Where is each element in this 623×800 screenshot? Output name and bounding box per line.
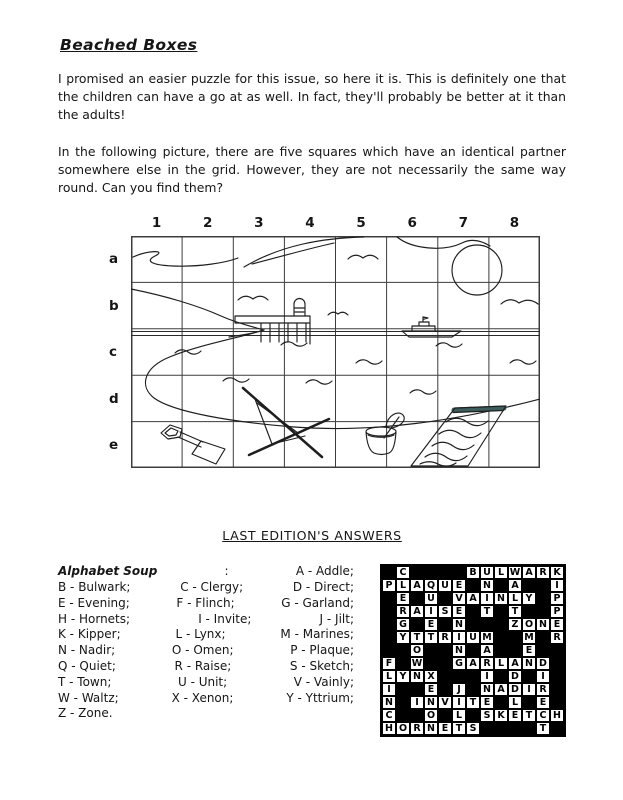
crossword-letter-cell: I <box>382 683 396 696</box>
crossword-black-cell <box>522 722 536 735</box>
answer-entry: T - Town; <box>58 674 112 689</box>
deck-chair-icon <box>243 388 329 457</box>
row-label: c <box>109 344 118 361</box>
crossword-letter-cell: I <box>410 696 424 709</box>
crossword-black-cell <box>396 696 410 709</box>
answer-entry: M - Marines; <box>280 627 354 642</box>
crossword-letter-cell: L <box>396 579 410 592</box>
crossword-black-cell <box>550 683 564 696</box>
crossword-black-cell <box>494 631 508 644</box>
crossword-letter-cell: C <box>396 566 410 579</box>
crossword-letter-cell: D <box>508 683 522 696</box>
column-label: 7 <box>458 215 469 232</box>
crossword-letter-cell: O <box>396 722 410 735</box>
column-label: 2 <box>202 215 213 232</box>
answer-entry: Q - Quiet; <box>58 659 116 673</box>
crossword-letter-cell: P <box>550 592 564 605</box>
crossword-black-cell <box>396 709 410 722</box>
crossword-black-cell <box>550 722 564 735</box>
crossword-black-cell <box>382 644 396 657</box>
beach-puzzle-grid <box>105 215 566 468</box>
crossword-letter-cell: R <box>410 722 424 735</box>
crossword-letter-cell: R <box>396 605 410 618</box>
crossword-letter-cell: L <box>452 709 466 722</box>
crossword-letter-cell: P <box>382 579 396 592</box>
crossword-letter-cell: E <box>522 644 536 657</box>
crossword-letter-cell: T <box>536 722 550 735</box>
column-label: 1 <box>151 215 162 232</box>
crossword-black-cell <box>494 605 508 618</box>
crossword-black-cell <box>438 618 452 631</box>
answers-list-title: Alphabet Soup <box>58 564 158 579</box>
crossword-black-cell <box>550 670 564 683</box>
answer-entry: A - Addle; <box>295 564 354 579</box>
bird-icon <box>501 300 538 304</box>
answer-line <box>58 643 354 659</box>
crossword-letter-cell: N <box>452 644 466 657</box>
crossword-black-cell <box>452 566 466 579</box>
row-label: d <box>109 390 119 407</box>
crossword-letter-cell: N <box>536 618 550 631</box>
crossword-black-cell <box>536 592 550 605</box>
crossword-black-cell <box>536 644 550 657</box>
crossword-letter-cell: Y <box>396 631 410 644</box>
crossword-letter-cell: I <box>480 592 494 605</box>
crossword-letter-cell: A <box>480 644 494 657</box>
crossword-letter-cell: I <box>452 631 466 644</box>
grid-row-labels <box>105 236 131 468</box>
cloud-icon <box>397 237 490 248</box>
crossword-letter-cell: X <box>424 670 438 683</box>
crossword-letter-cell: R <box>480 657 494 670</box>
crossword-letter-cell: T <box>452 722 466 735</box>
crossword-black-cell <box>466 670 480 683</box>
crossword-letter-cell: H <box>382 722 396 735</box>
crossword-letter-cell: A <box>410 579 424 592</box>
crossword-letter-cell: Q <box>424 579 438 592</box>
crossword-letter-cell: I <box>522 683 536 696</box>
crossword-letter-cell: M <box>522 631 536 644</box>
crossword-letter-cell: L <box>494 566 508 579</box>
crossword-black-cell <box>466 709 480 722</box>
crossword-black-cell <box>536 631 550 644</box>
boat-icon <box>402 317 461 337</box>
crossword-letter-cell: E <box>424 618 438 631</box>
crossword-black-cell <box>466 618 480 631</box>
crossword-black-cell <box>466 605 480 618</box>
beach-scene <box>131 236 540 468</box>
answer-entry: B - Bulwark; <box>58 580 131 595</box>
crossword-letter-cell: K <box>494 709 508 722</box>
answer-entry: K - Kipper; <box>58 627 121 642</box>
intro-paragraph-2: In the following picture, there are five squares which have an identical partner somewhere else in the grid. However, they are not necessarily the same way round. Can you find them? <box>58 143 566 196</box>
intro-paragraph-1: I promised an easier puzzle for this issue, so here it is. This is definitely one that the children can have a go at as well. In fact, they'll probably be better at it than the adults! <box>58 71 566 123</box>
crossword-letter-cell: G <box>452 657 466 670</box>
crossword-black-cell <box>466 644 480 657</box>
crossword-letter-cell: G <box>396 618 410 631</box>
crossword-letter-cell: E <box>508 709 522 722</box>
row-label: e <box>109 437 119 454</box>
crossword-letter-cell: A <box>410 605 424 618</box>
pier <box>235 316 310 344</box>
crossword-letter-cell: P <box>550 605 564 618</box>
crossword-black-cell <box>550 657 564 670</box>
crossword-letter-cell: Z <box>508 618 522 631</box>
crossword-black-cell <box>382 566 396 579</box>
answer-line <box>58 691 354 707</box>
crossword-black-cell <box>438 709 452 722</box>
answers-section <box>58 564 566 737</box>
crossword-black-cell <box>508 644 522 657</box>
crossword-letter-cell: E <box>438 722 452 735</box>
crossword-letter-cell: U <box>480 566 494 579</box>
crossword-black-cell <box>410 683 424 696</box>
crossword-letter-cell: E <box>536 696 550 709</box>
crossword-black-cell <box>494 644 508 657</box>
grid-lines <box>131 236 540 468</box>
answer-line <box>58 564 354 580</box>
answer-line <box>58 596 354 612</box>
answer-entry: P - Plaque; <box>290 643 354 658</box>
crossword-letter-cell: T <box>480 605 494 618</box>
crossword-black-cell <box>410 566 424 579</box>
crossword-letter-cell: W <box>411 658 423 670</box>
grid-column-labels <box>131 215 540 236</box>
crossword-black-cell <box>382 592 396 605</box>
answer-entry: V - Vainly; <box>293 674 354 689</box>
column-label: 6 <box>407 215 417 232</box>
column-label: 3 <box>254 215 264 232</box>
crossword-letter-cell: I <box>550 579 564 592</box>
crossword-letter-cell: I <box>480 670 494 683</box>
column-label: 8 <box>509 215 520 232</box>
crossword-letter-cell: W <box>509 567 521 579</box>
crossword-letter-cell: N <box>410 670 424 683</box>
crossword-black-cell <box>550 644 564 657</box>
answers-list <box>58 564 354 722</box>
row-label: a <box>109 251 119 268</box>
crossword-letter-cell: N <box>382 696 396 709</box>
crossword-letter-cell: T <box>522 709 536 722</box>
crossword-letter-cell: K <box>550 566 564 579</box>
crossword-letter-cell: N <box>522 657 536 670</box>
answer-entry: R - Raise; <box>174 659 232 673</box>
answer-entry: J - Jilt; <box>319 611 354 626</box>
crossword-black-cell <box>522 579 536 592</box>
answers-separator: : <box>224 564 229 579</box>
crossword-letter-cell: T <box>466 696 480 709</box>
crossword-letter-cell: V <box>438 696 452 709</box>
crossword-black-cell <box>466 579 480 592</box>
crossword-black-cell <box>494 722 508 735</box>
answer-entry: N - Nadir; <box>58 643 116 658</box>
crossword-black-cell <box>410 709 424 722</box>
crossword-black-cell <box>382 631 396 644</box>
crossword-letter-cell: U <box>438 579 452 592</box>
sun-icon <box>452 245 502 295</box>
crossword-letter-cell: E <box>424 683 438 696</box>
crossword-letter-cell: N <box>424 696 438 709</box>
answer-entry: I - Invite; <box>198 611 252 626</box>
answer-entry: X - Xenon; <box>171 690 234 705</box>
crossword-letter-cell: C <box>382 709 396 722</box>
crossword-letter-cell: Y <box>522 592 536 605</box>
crossword-black-cell <box>396 657 410 670</box>
answer-entry: O - Omen; <box>171 643 234 658</box>
crossword-letter-cell: L <box>508 592 522 605</box>
answer-line <box>58 580 354 596</box>
crossword-letter-cell: C <box>536 709 550 722</box>
crossword-letter-cell: Y <box>396 670 410 683</box>
crossword-black-cell <box>382 618 396 631</box>
crossword-letter-cell: N <box>424 722 438 735</box>
crossword-letter-cell: D <box>536 657 550 670</box>
cloud-icon <box>133 252 238 267</box>
crossword-black-cell <box>494 696 508 709</box>
spade-icon <box>161 425 225 464</box>
crossword-black-cell <box>536 579 550 592</box>
crossword-letter-cell: U <box>466 631 480 644</box>
crossword-letter-cell: L <box>494 657 508 670</box>
answer-line <box>58 627 354 643</box>
answer-entry: Z - Zone. <box>58 706 113 721</box>
row-label: b <box>109 297 119 314</box>
crossword-letter-cell: V <box>452 592 466 605</box>
crossword-letter-cell: N <box>480 683 494 696</box>
crossword-black-cell <box>382 605 396 618</box>
crossword-letter-cell: N <box>494 592 508 605</box>
answer-entry: G - Garland; <box>281 595 354 610</box>
crossword-black-cell <box>424 566 438 579</box>
answer-line <box>58 659 354 675</box>
crossword-letter-cell: S <box>480 709 494 722</box>
crossword-black-cell <box>508 722 522 735</box>
crossword-black-cell <box>438 683 452 696</box>
crossword-letter-cell: A <box>508 657 522 670</box>
shoreline <box>145 330 540 429</box>
crossword-letter-cell: E <box>480 696 494 709</box>
crossword-letter-cell: L <box>508 696 522 709</box>
page-title: Beached Boxes <box>60 36 198 54</box>
bucket-icon <box>366 413 404 454</box>
lighthouse-icon <box>294 299 305 317</box>
crossword-black-cell <box>522 670 536 683</box>
crossword-black-cell <box>508 631 522 644</box>
answer-entry: W - Waltz; <box>58 690 119 705</box>
crossword-black-cell <box>522 696 536 709</box>
crossword-letter-cell: E <box>452 605 466 618</box>
crossword-black-cell <box>480 722 494 735</box>
crossword-black-cell <box>396 644 410 657</box>
crossword-black-cell <box>452 670 466 683</box>
crossword-black-cell <box>424 657 438 670</box>
crossword-black-cell <box>466 683 480 696</box>
crossword-letter-cell: H <box>550 709 564 722</box>
crossword-letter-cell: L <box>382 670 396 683</box>
crossword-letter-cell: D <box>508 670 522 683</box>
crossword-black-cell <box>494 579 508 592</box>
answer-line <box>58 675 354 691</box>
crossword-letter-cell: E <box>396 592 410 605</box>
crossword-letter-cell: E <box>550 618 564 631</box>
crossword-black-cell <box>396 683 410 696</box>
crossword-letter-cell: T <box>410 631 424 644</box>
wave-icon <box>175 342 536 394</box>
crossword-letter-cell: I <box>452 696 466 709</box>
crossword-black-cell <box>438 670 452 683</box>
crossword-black-cell <box>424 644 438 657</box>
crossword-letter-cell: J <box>452 683 466 696</box>
crossword-black-cell <box>494 618 508 631</box>
beach-towel-icon <box>411 406 506 466</box>
crossword-black-cell <box>438 592 452 605</box>
crossword-letter-cell: U <box>424 592 438 605</box>
crossword-letter-cell: B <box>466 566 480 579</box>
crossword-black-cell <box>410 592 424 605</box>
answer-entry: S - Sketch; <box>289 659 354 673</box>
crossword-black-cell <box>438 657 452 670</box>
crossword-letter-cell: R <box>550 631 564 644</box>
answer-entry: F - Flinch; <box>176 595 235 610</box>
crossword-letter-cell: A <box>466 657 480 670</box>
answer-entry: H - Hornets; <box>58 611 131 626</box>
crossword-black-cell <box>410 618 424 631</box>
crossword-letter-cell: T <box>508 605 522 618</box>
crossword-black-cell <box>536 605 550 618</box>
answer-entry: E - Evening; <box>58 595 130 610</box>
bird-icon <box>328 312 348 315</box>
crossword-letter-cell: T <box>424 631 438 644</box>
answer-entry: D - Direct; <box>292 580 354 595</box>
answer-entry: Y - Yttrium; <box>286 690 354 705</box>
crossword-letter-cell: E <box>452 579 466 592</box>
crossword-letter-cell: N <box>480 579 494 592</box>
crossword-letter-cell: O <box>424 709 438 722</box>
crossword-letter-cell: O <box>522 618 536 631</box>
crossword-letter-cell: N <box>452 618 466 631</box>
crossword-letter-cell: S <box>466 722 480 735</box>
crossword-black-cell <box>438 644 452 657</box>
bird-icon <box>348 255 378 259</box>
answer-line <box>58 612 354 628</box>
cloud-icon <box>244 237 364 267</box>
answer-entry: L - Lynx; <box>175 627 226 642</box>
answer-line <box>58 706 354 722</box>
column-label: 5 <box>356 215 366 232</box>
crossword-black-cell <box>522 605 536 618</box>
crossword-black-cell <box>550 696 564 709</box>
crossword-letter-cell: A <box>494 683 508 696</box>
crossword-letter-cell: R <box>536 683 550 696</box>
answer-entry: U - Unit; <box>177 674 228 689</box>
crossword-letter-cell: A <box>508 579 522 592</box>
crossword-letter-cell: A <box>466 592 480 605</box>
answers-heading: LAST EDITION'S ANSWERS <box>222 528 402 544</box>
crossword-letter-cell: A <box>522 566 536 579</box>
crossword-answer-grid <box>380 564 566 737</box>
crossword-black-cell <box>480 618 494 631</box>
crossword-letter-cell: I <box>424 605 438 618</box>
answer-entry: C - Clergy; <box>180 580 244 595</box>
crossword-letter-cell: O <box>410 644 424 657</box>
crossword-black-cell <box>494 670 508 683</box>
crossword-letter-cell: I <box>536 670 550 683</box>
crossword-letter-cell: R <box>438 631 452 644</box>
column-label: 4 <box>305 215 315 232</box>
bird-icon <box>238 296 268 300</box>
crossword-black-cell <box>438 566 452 579</box>
crossword-letter-cell: M <box>480 631 494 644</box>
crossword-letter-cell: S <box>438 605 452 618</box>
crossword-letter-cell: R <box>536 566 550 579</box>
crossword-letter-cell: F <box>382 657 396 670</box>
